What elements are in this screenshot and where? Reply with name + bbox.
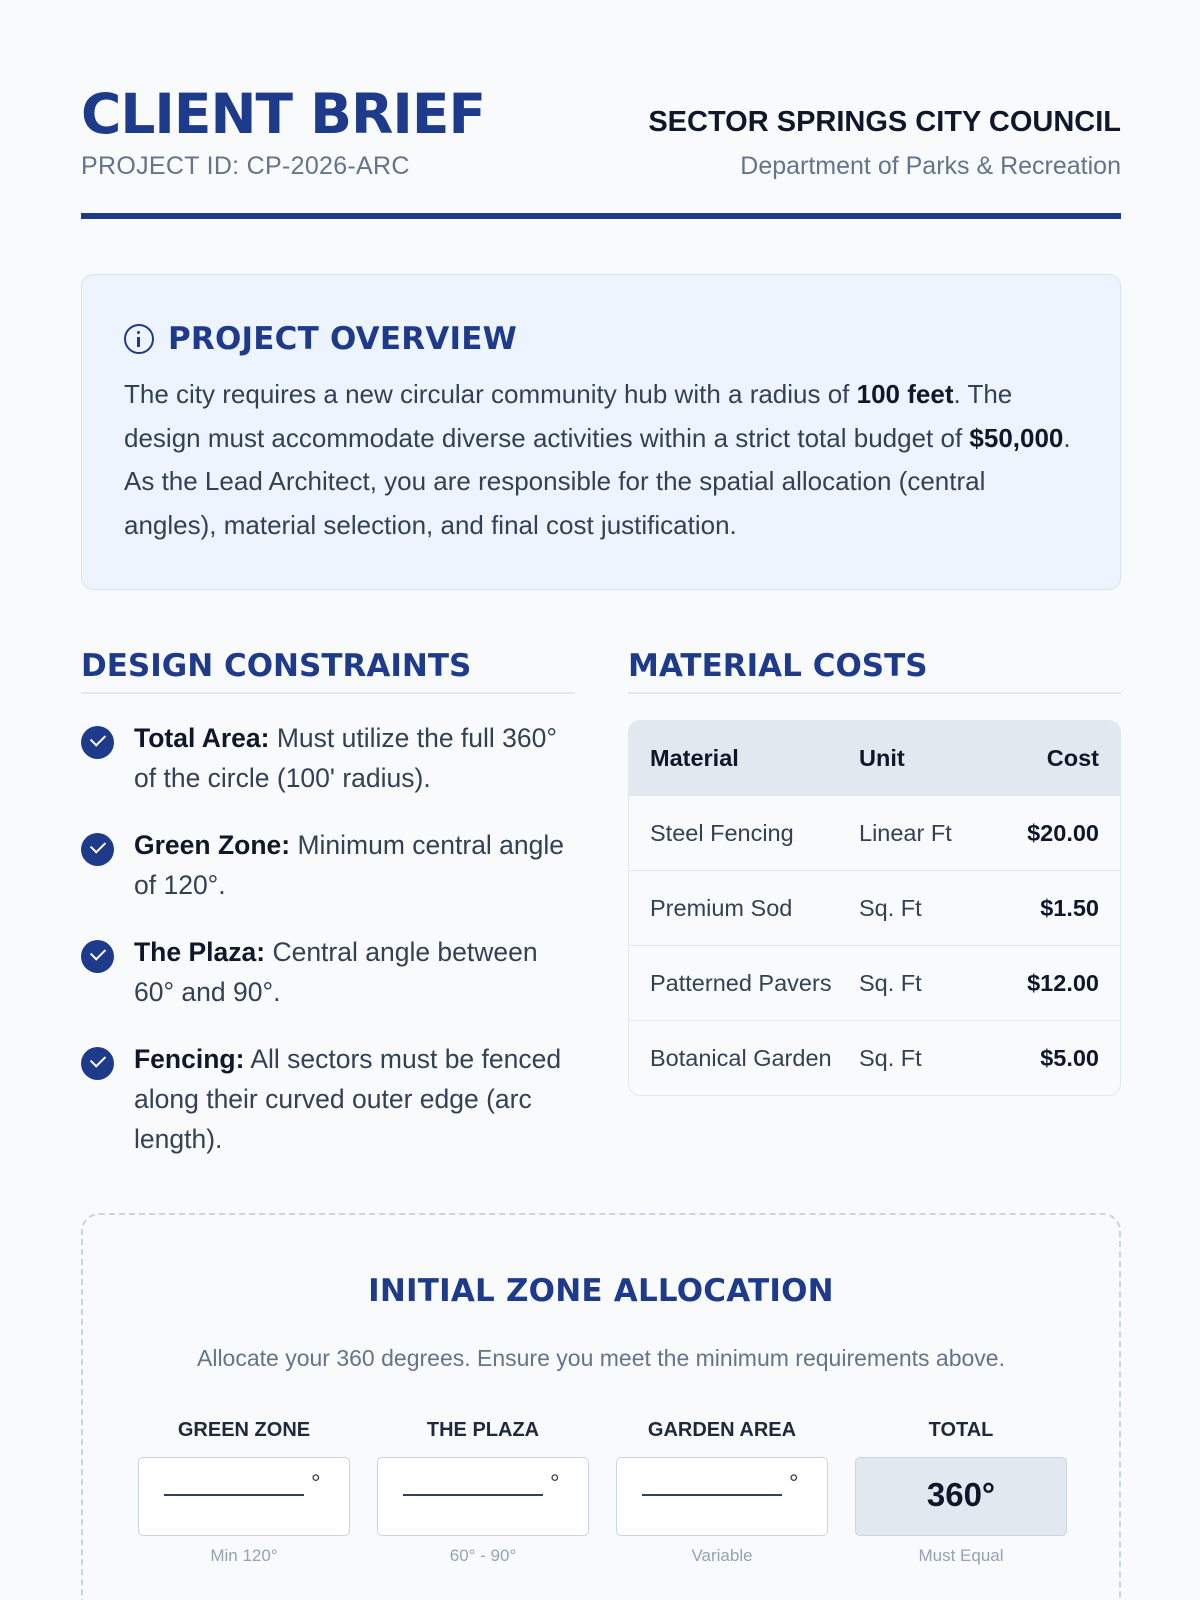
material-cost: $5.00 — [1040, 1044, 1099, 1071]
check-circle-icon — [81, 1047, 114, 1080]
total-angle-value: 360° — [926, 1476, 996, 1513]
constraint-item — [81, 825, 575, 905]
overview-radius: 100 feet — [856, 379, 954, 409]
table-row — [629, 870, 1120, 945]
constraint-item — [81, 932, 575, 1012]
plaza-field — [377, 1415, 589, 1566]
material-cost: $12.00 — [1027, 969, 1099, 996]
garden-area-label: GARDEN AREA — [647, 1419, 797, 1441]
constraint-label: Green Zone: — [134, 830, 291, 860]
green-zone-label: GREEN ZONE — [177, 1419, 311, 1441]
blank-underline — [403, 1494, 543, 1496]
overview-text-part: The city requires a new circular community hub with a radius of — [124, 379, 857, 409]
constraint-label: Fencing: — [134, 1044, 245, 1074]
constraint-label: The Plaza: — [134, 937, 266, 967]
table-row — [629, 945, 1120, 1020]
constraints-list — [81, 718, 575, 1186]
plaza-label: THE PLAZA — [426, 1419, 540, 1441]
material-unit: Sq. Ft — [859, 1044, 922, 1071]
overview-text — [124, 373, 1080, 547]
blank-underline — [164, 1494, 304, 1496]
material-name: Patterned Pavers — [650, 969, 832, 996]
green-zone-blank[interactable] — [164, 1490, 304, 1492]
table-row — [629, 795, 1120, 870]
garden-area-angle-input[interactable] — [616, 1457, 828, 1536]
material-cost: $1.50 — [1040, 894, 1099, 921]
overview-text-part: . As the Lead Architect, you are responsible for the spatial allocation (central angles), material selection, and final cost justification. — [124, 422, 1071, 540]
plaza-angle-input[interactable] — [377, 1457, 589, 1536]
page-title: CLIENT BRIEF — [81, 82, 486, 146]
material-name: Premium Sod — [650, 894, 793, 921]
brief-header — [81, 0, 1121, 222]
zone-fields — [138, 1415, 1067, 1566]
garden-area-blank[interactable] — [642, 1490, 782, 1492]
check-circle-icon — [81, 726, 114, 759]
degree-symbol: ° — [550, 1470, 560, 1497]
plaza-hint: 60° - 90° — [449, 1546, 517, 1565]
overview-heading — [124, 319, 1080, 359]
constraint-text — [134, 825, 575, 905]
material-costs-table — [628, 720, 1121, 1096]
plaza-blank[interactable] — [403, 1490, 543, 1492]
green-zone-field — [138, 1415, 350, 1566]
material-name: Steel Fencing — [650, 819, 794, 846]
organization-department: Department of Parks & Recreation — [740, 152, 1121, 180]
header-divider — [81, 213, 1121, 219]
material-cost: $20.00 — [1027, 819, 1099, 846]
client-brief-page — [81, 0, 1121, 1565]
material-unit: Linear Ft — [859, 819, 952, 846]
constraint-text — [134, 718, 575, 798]
constraint-text — [134, 932, 575, 1012]
column-header-cost: Cost — [1046, 744, 1099, 771]
constraint-detail: Central angle between 60° and 90°. — [134, 937, 538, 1007]
degree-symbol: ° — [311, 1470, 321, 1497]
garden-area-hint: Variable — [691, 1546, 753, 1565]
material-unit: Sq. Ft — [859, 969, 922, 996]
material-unit: Sq. Ft — [859, 894, 922, 921]
table-row — [629, 1020, 1120, 1095]
constraint-item — [81, 1039, 575, 1159]
design-constraints-heading: DESIGN CONSTRAINTS — [81, 648, 575, 694]
constraint-detail: Must utilize the full 360° of the circle (100' radius). — [134, 723, 557, 793]
constraint-detail: All sectors must be fenced along their curved outer edge (arc length). — [134, 1044, 562, 1154]
material-name: Botanical Garden — [650, 1044, 832, 1071]
total-label: TOTAL — [928, 1419, 994, 1441]
constraint-text — [134, 1039, 575, 1159]
allocation-title: INITIAL ZONE ALLOCATION — [368, 1273, 834, 1309]
organization-name: SECTOR SPRINGS CITY COUNCIL — [648, 106, 1121, 138]
total-field — [855, 1415, 1067, 1566]
garden-area-field — [616, 1415, 828, 1566]
green-zone-hint: Min 120° — [210, 1546, 278, 1565]
material-costs-heading: MATERIAL COSTS — [628, 648, 1121, 694]
degree-symbol: ° — [789, 1470, 799, 1497]
constraint-label: Total Area: — [134, 723, 270, 753]
overview-title: PROJECT OVERVIEW — [168, 321, 517, 357]
zone-allocation-panel — [81, 1213, 1121, 1600]
project-overview-panel — [81, 274, 1121, 590]
constraint-detail: Minimum central angle of 120°. — [134, 830, 565, 900]
project-id: PROJECT ID: CP-2026-ARC — [81, 152, 410, 180]
table-header-row — [629, 721, 1120, 795]
overview-text-part: . The design must accommodate diverse activities within a strict total budget of — [124, 379, 1013, 453]
info-icon — [124, 324, 154, 354]
constraint-item — [81, 718, 575, 798]
green-zone-angle-input[interactable] — [138, 1457, 350, 1536]
total-hint: Must Equal — [918, 1546, 1004, 1565]
column-header-unit: Unit — [859, 744, 905, 771]
column-header-material: Material — [650, 744, 739, 771]
overview-budget: $50,000 — [969, 422, 1064, 453]
check-circle-icon — [81, 940, 114, 973]
allocation-instructions: Allocate your 360 degrees. Ensure you meet the minimum requirements above. — [197, 1345, 1005, 1371]
blank-underline — [642, 1494, 782, 1496]
total-angle-box — [855, 1457, 1067, 1536]
check-circle-icon — [81, 833, 114, 866]
